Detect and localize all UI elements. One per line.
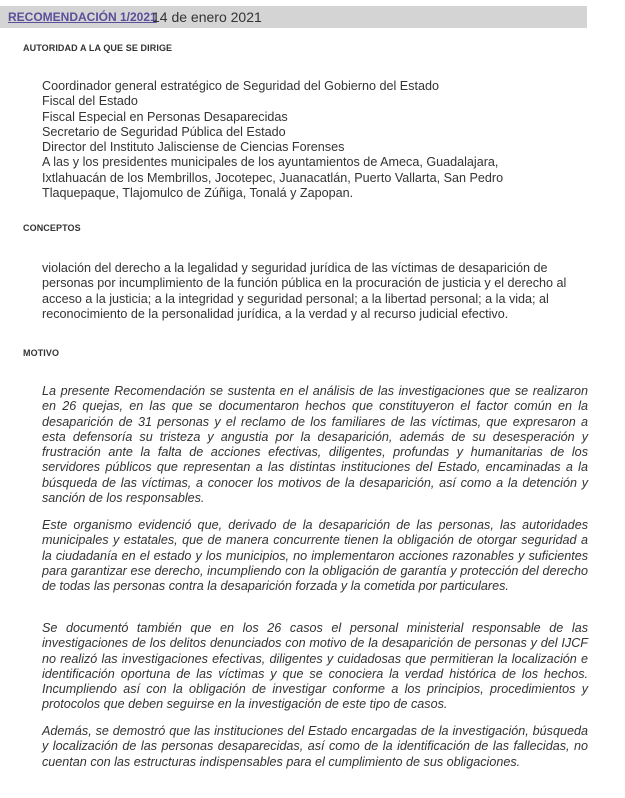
concepts-heading: CONCEPTOS <box>23 223 81 233</box>
motive-paragraph: Se documentó también que en los 26 casos el personal ministerial responsable de las investigaciones de los delitos denunciados con motivo de la desaparición de personas y del IJCF no realizó las investigaciones efectivas, diligentes y cuidadosas que permitieran la localización e identificación oportuna de las víctimas y que se conociera la verdad histórica de los hechos. Incumpliendo así con la obligación de investigar conforme a los principios, procedimientos y protocolos que deben seguirse en la investigación de este tipo de casos. <box>42 621 588 712</box>
authority-line: Director del Instituto Jalisciense de Ciencias Forenses <box>42 140 345 155</box>
authority-line: Secretario de Seguridad Pública del Estado <box>42 124 286 139</box>
authority-line: Fiscal Especial en Personas Desaparecidas <box>42 109 288 124</box>
authority-line: Ixtlahuacán de los Membrillos, Jocotepec, Juanacatlán, Puerto Vallarta, San Pedro <box>42 170 504 185</box>
motive-paragraph: Además, se demostró que las instituciones del Estado encargadas de la investigación, búsqueda y localización de las personas desaparecidas, así como de la identificación de las fallecidas, no cuentan con las estructuras indispensables para el cumplimiento de sus obligaciones. <box>42 724 588 769</box>
authority-line: Coordinador general estratégico de Seguridad del Gobierno del Estado <box>42 79 439 93</box>
authority-line: A las y los presidentes municipales de los ayuntamientos de Ameca, Guadalajara, <box>42 155 499 170</box>
recommendation-link[interactable]: RECOMENDACIÓN 1/2021 <box>8 10 157 24</box>
recommendation-header-bar <box>0 6 587 28</box>
authority-line: Fiscal del Estado <box>42 94 138 109</box>
motive-heading: MOTIVO <box>23 348 60 358</box>
motive-paragraph: Este organismo evidenció que, derivado de la desaparición de las personas, las autoridades municipales y estatales, que de manera concurrente tienen la obligación de otorgar seguridad a la ciudadanía en el estado y los municipios, no implementaron acciones razonables y suficientes para garantizar ese derecho, incumpliendo con la obligación de garantía y protección del derecho de todas las personas contra la desaparición forzada y la cometida por particulares. <box>42 518 588 594</box>
concepts-text: violación del derecho a la legalidad y seguridad jurídica de las víctimas de desaparición de personas por incumplimiento de la función pública en la procuración de justicia y el derecho al acceso a la justicia; a la integridad y seguridad personal; a la libertad personal; a la vida; al reconocimiento de la personalidad jurídica, a la verdad y al recurso judicial efectivo. <box>42 261 567 321</box>
motive-paragraph: La presente Recomendación se sustenta en el análisis de las investigaciones que se realizaron en 26 quejas, en las que se documentaron hechos que constituyeron el factor común en la desaparición de 31 personas y el reclamo de los familiares de las víctimas, que expresaron a esta defensoría su tristeza y angustia por la desaparición, además de su desesperación y frustración ante la falta de acciones efectivas, diligentes, profundas y humanitarias de los servidores públicos que representan a las distintas instituciones del Estado, encaminadas a la búsqueda de las víctimas, a conocer los motivos de la desaparición, así como a la detención y sanción de los responsables. <box>42 384 588 506</box>
authority-heading: AUTORIDAD A LA QUE SE DIRIGE <box>23 43 173 53</box>
authority-list <box>42 79 588 201</box>
authority-line: Tlaquepaque, Tlajomulco de Zúñiga, Tonalá y Zapopan. <box>42 186 354 201</box>
recommendation-date: 14 de enero 2021 <box>152 9 262 25</box>
